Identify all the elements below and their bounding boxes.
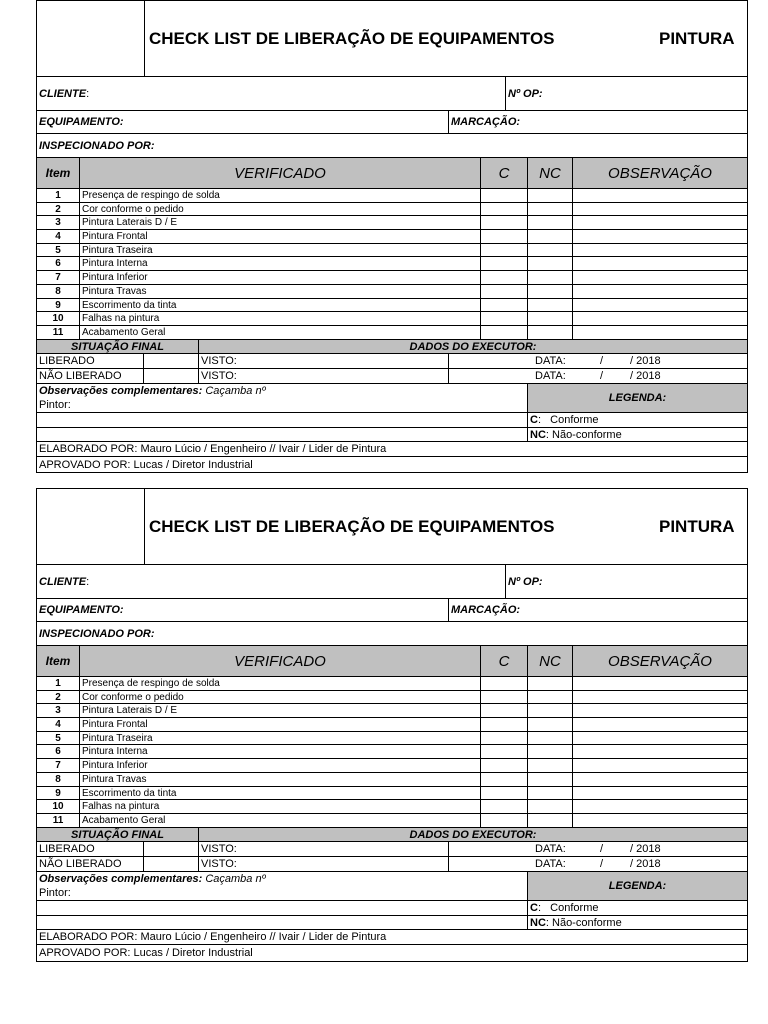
dados-executor-label: DADOS DO EXECUTOR: [409, 828, 537, 841]
obs-cell[interactable] [573, 244, 747, 256]
elaborado-row [37, 930, 747, 945]
obs-value: Caçamba nº [205, 873, 266, 885]
situacao-final-label: SITUAÇÃO FINAL [37, 340, 199, 353]
c-check[interactable] [481, 773, 528, 786]
c-check[interactable] [481, 189, 528, 202]
obs-cell[interactable] [573, 704, 747, 717]
legend-c: C : Conforme [530, 902, 599, 914]
title-row [37, 489, 747, 565]
table-row: 4 Pintura Frontal [37, 230, 747, 244]
c-check[interactable] [481, 244, 528, 256]
table-row: 11 Acabamento Geral [37, 814, 747, 828]
liberado-row [37, 354, 747, 369]
c-check[interactable] [481, 203, 528, 215]
table-row: 10 Falhas na pintura [37, 312, 747, 326]
data-field[interactable]: DATA: / / 2018 [535, 843, 661, 855]
c-check[interactable] [481, 691, 528, 703]
op-field[interactable]: Nº OP: [508, 87, 543, 100]
col-observacao: OBSERVAÇÃO [608, 164, 712, 182]
visto-field[interactable]: VISTO: [199, 857, 449, 871]
checklist-form-2 [36, 488, 748, 962]
data-field[interactable]: DATA: / / 2018 [535, 370, 661, 382]
visto-field[interactable]: VISTO: [199, 354, 449, 368]
marcacao-field[interactable]: MARCAÇÃO: [451, 116, 521, 128]
logo-box [37, 489, 145, 564]
table-row: 10 Falhas na pintura [37, 800, 747, 814]
obs-cell[interactable] [573, 285, 747, 298]
col-verificado: VERIFICADO [80, 158, 481, 188]
inspecionado-field[interactable]: INSPECIONADO POR: [39, 139, 155, 152]
c-check[interactable] [481, 732, 528, 744]
cliente-field[interactable] [37, 565, 506, 598]
liberado-label: LIBERADO [37, 842, 144, 856]
nc-check[interactable] [528, 326, 573, 339]
c-check[interactable] [481, 704, 528, 717]
c-check[interactable] [481, 257, 528, 270]
liberado-check[interactable] [144, 354, 199, 368]
table-row: 9 Escorrimento da tinta [37, 787, 747, 800]
table-row: 2 Cor conforme o pedido [37, 691, 747, 704]
col-c: C [481, 158, 528, 188]
legenda-label: LEGENDA: [528, 872, 747, 900]
col-item: Item [37, 158, 80, 188]
title-row [37, 1, 747, 77]
elaborado-row [37, 442, 747, 457]
legend-nc: NC : Não-conforme [530, 916, 622, 929]
nc-check[interactable] [528, 677, 573, 690]
cliente-colon: : [86, 87, 90, 100]
cliente-label: CLIENTE [39, 575, 87, 588]
visto-field[interactable]: VISTO: [199, 369, 449, 383]
form-category: PINTURA [659, 517, 735, 536]
nc-check[interactable] [528, 312, 573, 325]
data-field[interactable]: DATA: / / 2018 [535, 858, 661, 870]
obs-cell[interactable] [573, 787, 747, 799]
table-row: 2 Cor conforme o pedido [37, 203, 747, 216]
nao-liberado-check[interactable] [144, 369, 199, 383]
obs-cell[interactable] [573, 759, 747, 772]
nao-liberado-label: NÃO LIBERADO [37, 369, 144, 383]
nc-check[interactable] [528, 691, 573, 703]
obs-cell[interactable] [573, 257, 747, 270]
c-check[interactable] [481, 285, 528, 298]
c-check[interactable] [481, 718, 528, 731]
observacoes-field[interactable] [37, 872, 528, 900]
legend-nc-row [37, 428, 747, 442]
legend-c-row [37, 413, 747, 428]
aprovado-text: APROVADO POR: Lucas / Diretor Industrial [39, 458, 253, 471]
final-header-row [37, 340, 747, 354]
obs-cell[interactable] [573, 230, 747, 243]
col-item: Item [37, 646, 80, 676]
table-row: 6 Pintura Interna [37, 257, 747, 271]
equipamento-row [37, 599, 747, 622]
c-check[interactable] [481, 271, 528, 284]
c-check[interactable] [481, 787, 528, 799]
visto-field[interactable]: VISTO: [199, 842, 449, 856]
obs-cell[interactable] [573, 271, 747, 284]
table-row: 8 Pintura Travas [37, 773, 747, 787]
c-check[interactable] [481, 677, 528, 690]
nao-liberado-label: NÃO LIBERADO [37, 857, 144, 871]
table-row: 3 Pintura Laterais D / E [37, 216, 747, 230]
obs-cell[interactable] [573, 814, 747, 827]
elaborado-text: ELABORADO POR: Mauro Lúcio / Engenheiro // Ivair / Lider de Pintura [39, 931, 387, 943]
nao-liberado-check[interactable] [144, 857, 199, 871]
col-nc: NC [528, 646, 573, 676]
nc-check[interactable] [528, 759, 573, 772]
equipamento-field[interactable]: EQUIPAMENTO: [37, 111, 449, 133]
observacoes-field[interactable] [37, 384, 528, 412]
nc-check[interactable] [528, 244, 573, 256]
obs-cell[interactable] [573, 691, 747, 703]
legend-c: C : Conforme [530, 414, 599, 426]
final-header-row [37, 828, 747, 842]
observacoes-row [37, 384, 747, 413]
aprovado-row [37, 457, 747, 472]
liberado-label: LIBERADO [37, 354, 144, 368]
nc-check[interactable] [528, 299, 573, 311]
table-row: 5 Pintura Traseira [37, 244, 747, 257]
obs-cell[interactable] [573, 312, 747, 325]
obs-cell[interactable] [573, 216, 747, 229]
obs-cell[interactable] [573, 677, 747, 690]
marcacao-field[interactable]: MARCAÇÃO: [451, 604, 521, 616]
checklist-form-1 [36, 0, 748, 473]
c-check[interactable] [481, 299, 528, 311]
c-check[interactable] [481, 216, 528, 229]
nc-check[interactable] [528, 216, 573, 229]
table-row: 7 Pintura Inferior [37, 759, 747, 773]
table-row: 3 Pintura Laterais D / E [37, 704, 747, 718]
table-row: 11 Acabamento Geral [37, 326, 747, 340]
cliente-row [37, 77, 747, 111]
obs-value: Caçamba nº [205, 385, 266, 397]
nc-check[interactable] [528, 773, 573, 786]
legend-nc-row [37, 916, 747, 930]
table-header [37, 158, 747, 189]
inspecionado-row [37, 622, 747, 646]
obs-label: Observações complementares: [39, 873, 203, 885]
obs-cell[interactable] [573, 203, 747, 215]
c-check[interactable] [481, 745, 528, 758]
table-row: 7 Pintura Inferior [37, 271, 747, 285]
nc-check[interactable] [528, 230, 573, 243]
nc-check[interactable] [528, 787, 573, 799]
c-check[interactable] [481, 230, 528, 243]
pintor-label: Pintor: [39, 887, 71, 899]
aprovado-text: APROVADO POR: Lucas / Diretor Industrial [39, 947, 253, 959]
table-row: 9 Escorrimento da tinta [37, 299, 747, 312]
table-row: 6 Pintura Interna [37, 745, 747, 759]
op-field[interactable]: Nº OP: [508, 575, 543, 588]
elaborado-text: ELABORADO POR: Mauro Lúcio / Engenheiro // Ivair / Lider de Pintura [39, 443, 387, 455]
c-check[interactable] [481, 814, 528, 827]
c-check[interactable] [481, 800, 528, 813]
nc-check[interactable] [528, 203, 573, 215]
form-title: CHECK LIST DE LIBERAÇÃO DE EQUIPAMENTOS [149, 29, 555, 48]
nc-check[interactable] [528, 189, 573, 202]
cliente-colon: : [86, 575, 90, 588]
table-row: 4 Pintura Frontal [37, 718, 747, 732]
situacao-final-label: SITUAÇÃO FINAL [37, 828, 199, 841]
logo-box [37, 1, 145, 76]
nc-check[interactable] [528, 814, 573, 827]
nc-check[interactable] [528, 745, 573, 758]
inspecionado-row [37, 134, 747, 158]
obs-label: Observações complementares: [39, 385, 203, 397]
legend-c-row [37, 901, 747, 916]
col-c: C [481, 646, 528, 676]
cliente-row [37, 565, 747, 599]
liberado-check[interactable] [144, 842, 199, 856]
col-observacao: OBSERVAÇÃO [608, 652, 712, 670]
table-row: 1 Presença de respingo de solda [37, 677, 747, 691]
liberado-row [37, 842, 747, 857]
dados-executor-label: DADOS DO EXECUTOR: [409, 340, 537, 353]
c-check[interactable] [481, 326, 528, 339]
equipamento-row [37, 111, 747, 134]
table-header [37, 646, 747, 677]
obs-cell[interactable] [573, 800, 747, 813]
cliente-label: CLIENTE [39, 87, 87, 100]
nao-liberado-row [37, 857, 747, 872]
obs-cell[interactable] [573, 745, 747, 758]
nc-check[interactable] [528, 271, 573, 284]
inspecionado-field[interactable]: INSPECIONADO POR: [39, 627, 155, 640]
data-field[interactable]: DATA: / / 2018 [535, 355, 661, 367]
table-row: 5 Pintura Traseira [37, 732, 747, 745]
c-check[interactable] [481, 312, 528, 325]
nc-check[interactable] [528, 257, 573, 270]
nc-check[interactable] [528, 285, 573, 298]
obs-cell[interactable] [573, 732, 747, 744]
form-title: CHECK LIST DE LIBERAÇÃO DE EQUIPAMENTOS [149, 517, 555, 536]
obs-cell[interactable] [573, 773, 747, 786]
table-row: 1 Presença de respingo de solda [37, 189, 747, 203]
nao-liberado-row [37, 369, 747, 384]
c-check[interactable] [481, 759, 528, 772]
cliente-field[interactable] [37, 77, 506, 110]
legend-nc: NC : Não-conforme [530, 428, 622, 441]
col-verificado: VERIFICADO [80, 646, 481, 676]
obs-cell[interactable] [573, 189, 747, 202]
obs-cell[interactable] [573, 299, 747, 311]
nc-check[interactable] [528, 704, 573, 717]
obs-cell[interactable] [573, 718, 747, 731]
nc-check[interactable] [528, 718, 573, 731]
nc-check[interactable] [528, 732, 573, 744]
observacoes-row [37, 872, 747, 901]
legenda-label: LEGENDA: [528, 384, 747, 412]
equipamento-field[interactable]: EQUIPAMENTO: [37, 599, 449, 621]
col-nc: NC [528, 158, 573, 188]
aprovado-row [37, 945, 747, 961]
form-category: PINTURA [659, 29, 735, 48]
obs-cell[interactable] [573, 326, 747, 339]
table-row: 8 Pintura Travas [37, 285, 747, 299]
nc-check[interactable] [528, 800, 573, 813]
pintor-label: Pintor: [39, 399, 71, 411]
